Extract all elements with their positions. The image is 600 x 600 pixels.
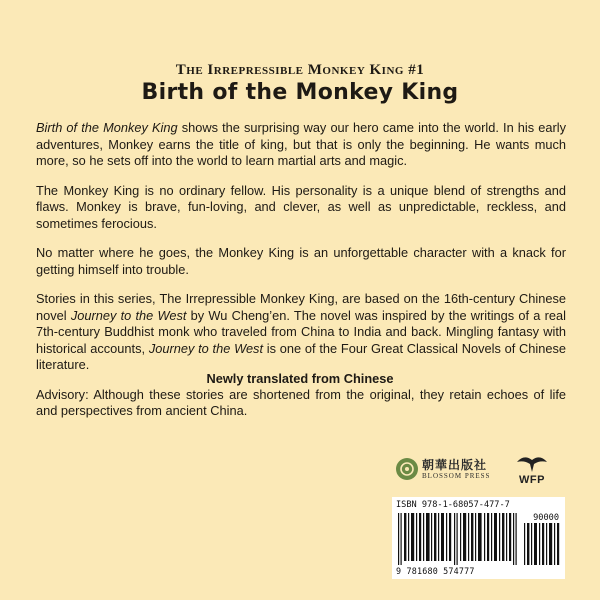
novel-title-inline: Journey to the West [70, 307, 187, 323]
paragraph-series [36, 291, 566, 374]
price-code: 90000 [533, 513, 559, 523]
imprint-logo [502, 452, 562, 492]
bird-icon [515, 452, 549, 474]
paragraph-advisory: Advisory: Although these stories are shortened from the original, they retain echoes of life and perspectives from ancient China. [36, 386, 566, 418]
publisher-name-en: BLOSSOM PRESS [422, 472, 491, 480]
paragraph-text: by Wu Cheng’en. The novel was inspired by the writings of a real 7th-century Buddhist monk who traveled from China to India and back. Mingling fantasy with historical accounts, [36, 307, 566, 356]
paragraph-intro [36, 120, 566, 170]
book-title-inline: Birth of the Monkey King [36, 120, 178, 135]
barcode [392, 497, 565, 579]
publisher-name-cn: 朝華出版社 [422, 458, 488, 472]
paragraph-text: is one of the Four Great Classical Novels of Chinese literature. [36, 340, 566, 372]
translation-note: Newly translated from Chinese [206, 371, 394, 386]
book-title: Birth of the Monkey King [141, 80, 459, 105]
paragraph-trouble: No matter where he goes, the Monkey King is an unforgettable character with a knack for getting himself into trouble. [36, 245, 566, 277]
series-title: The Irrepressible Monkey King #1 [175, 62, 425, 78]
novel-title-inline: Journey to the West [148, 340, 264, 356]
isbn-text: ISBN 978-1-68057-477-7 [396, 500, 510, 510]
publisher-logo [396, 456, 496, 490]
paragraph-personality: The Monkey King is no ordinary fellow. His personality is a unique blend of strengths and flaws. Monkey is brave, fun-loving, and clever, as well as unpredictable, reckless, and sometimes ferocious. [36, 182, 566, 231]
blossom-seal-icon [396, 458, 418, 480]
ean-barcode-icon [396, 513, 520, 565]
price-barcode-icon [524, 523, 560, 565]
barcode-digits: 9 781680 574777 [396, 566, 475, 576]
paragraph-text: shows the surprising way our hero came into the world. In his early adventures, Monkey earns the title of king, but that is only the beginning. He wants much more, so he sets off into the world to learn martial arts and magic. [36, 120, 566, 168]
imprint-name: WFP [519, 474, 545, 486]
paragraph-text: Stories in this series, The Irrepressible Monkey King, are based on the 16th-century Chinese novel [36, 291, 566, 323]
